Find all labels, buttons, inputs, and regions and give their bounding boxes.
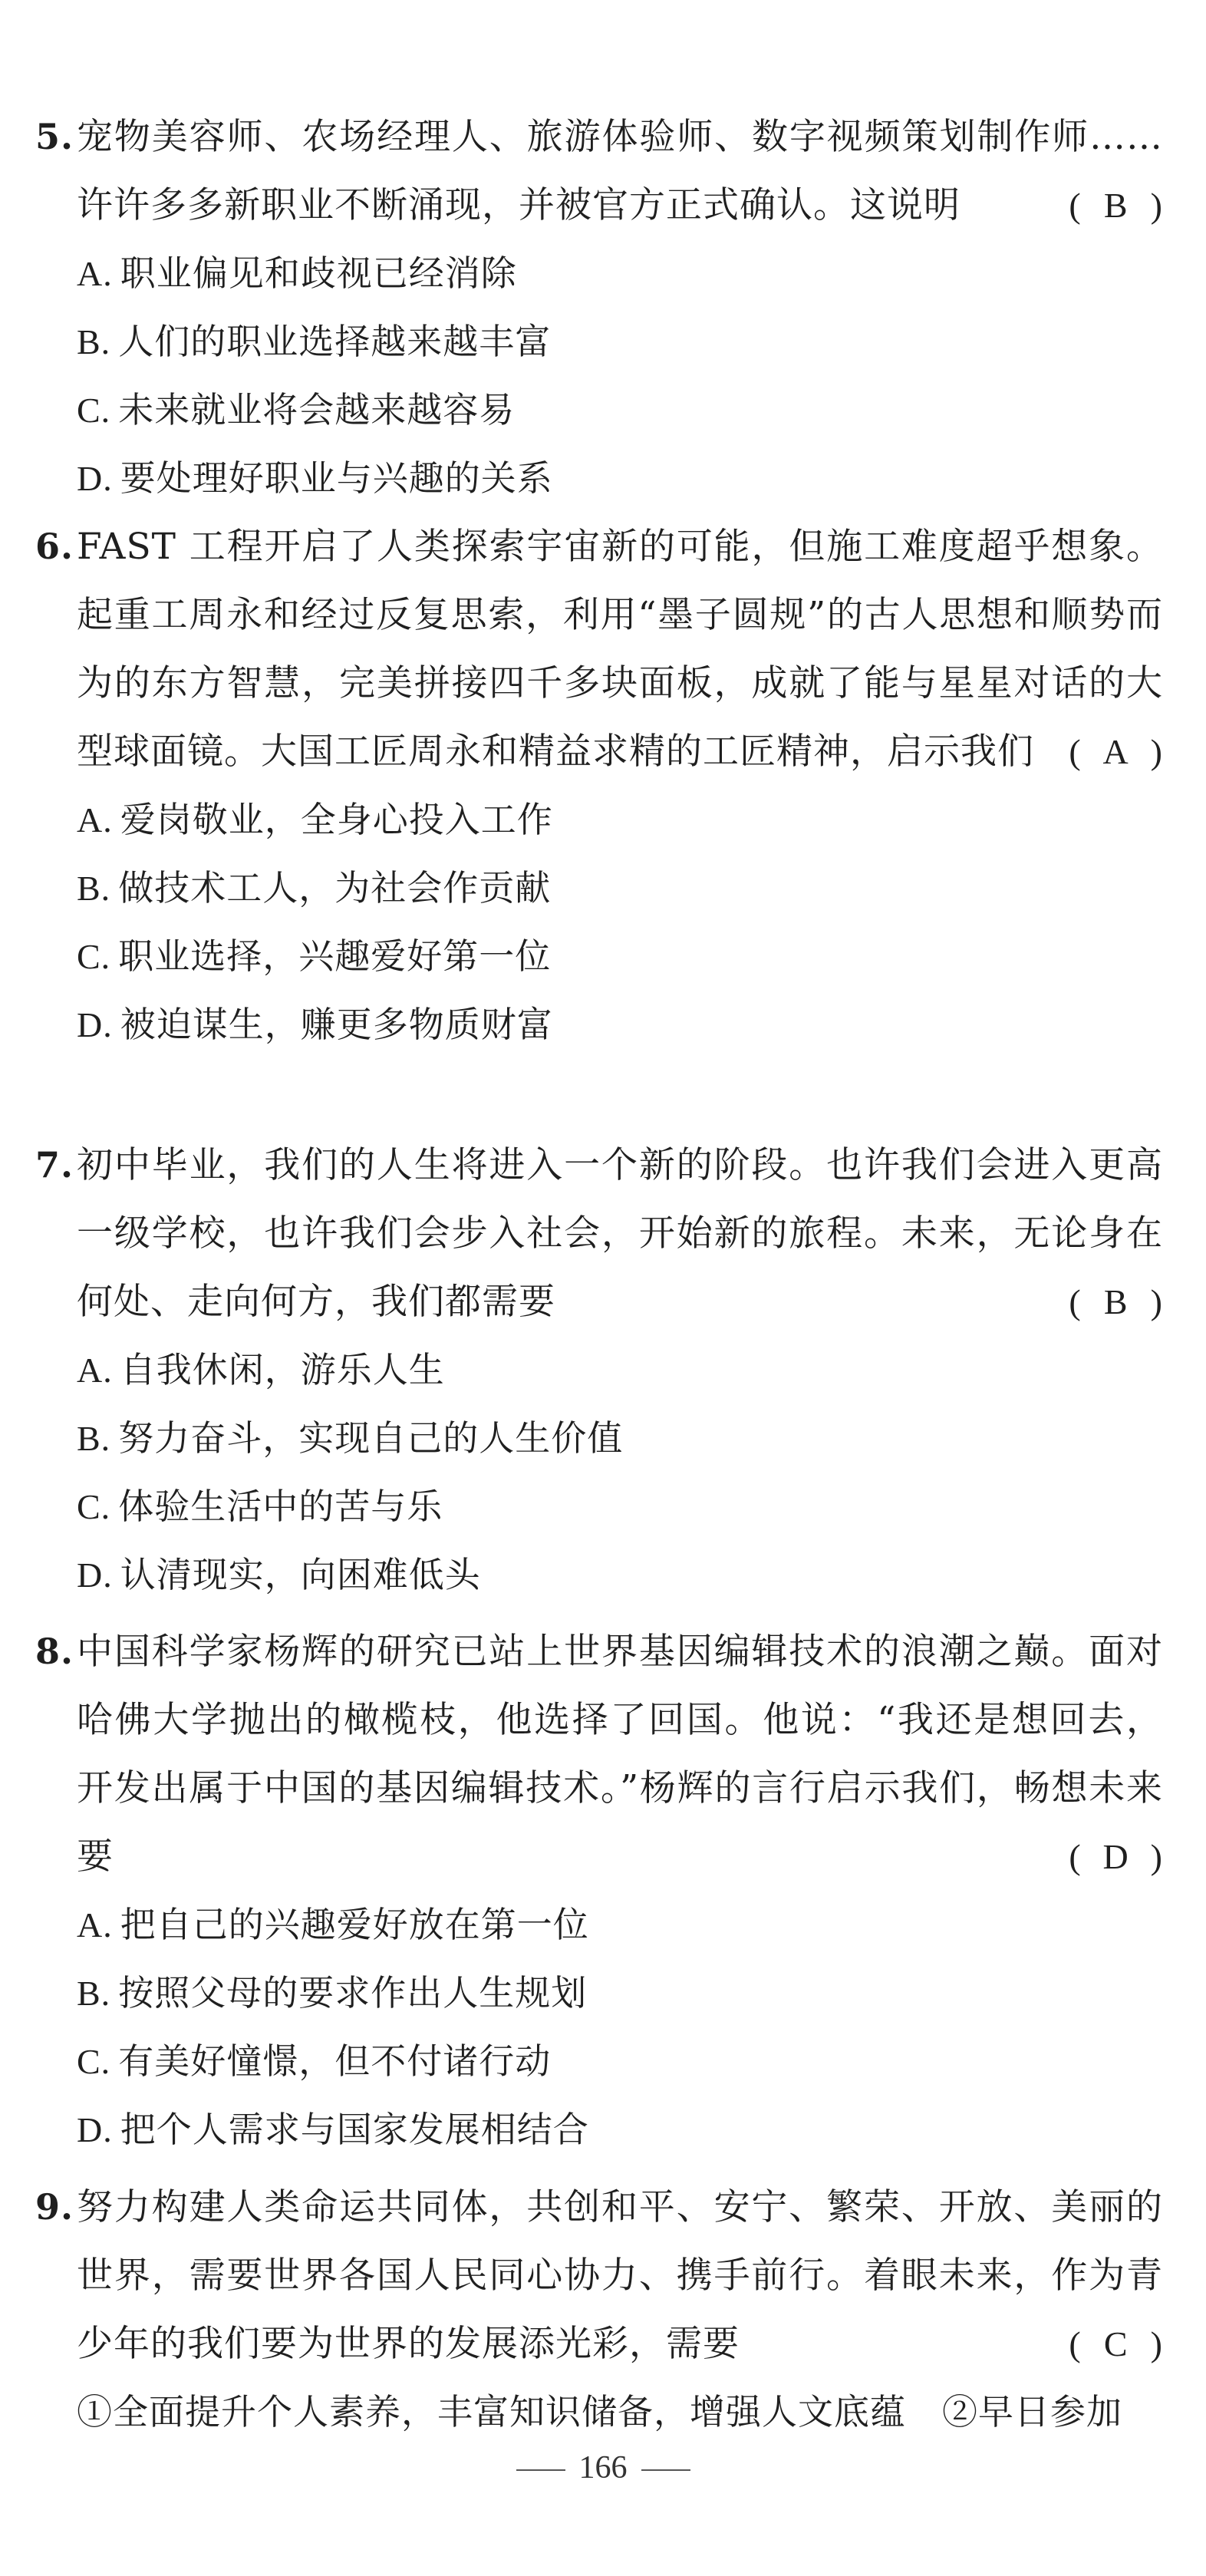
option-c: C. 有美好憧憬，但不付诸行动 xyxy=(77,2040,552,2082)
answer-letter: B xyxy=(1103,1282,1129,1321)
options-list xyxy=(35,1336,1163,1609)
option-c: C. 职业选择，兴趣爱好第一位 xyxy=(77,935,552,977)
options-list xyxy=(35,1891,1163,2164)
question-6 xyxy=(35,513,1163,1059)
page-number-value: 166 xyxy=(578,2450,628,2485)
question-number: 5. xyxy=(35,116,74,157)
answer-bracket: ( A ) xyxy=(1069,717,1163,786)
question-number: 6. xyxy=(35,526,74,567)
option-b: B. 做技术工人，为社会作贡献 xyxy=(77,867,552,909)
question-number: 8. xyxy=(35,1631,74,1672)
answer-bracket: ( B ) xyxy=(1069,1268,1163,1336)
option-c: C. 未来就业将会越来越容易 xyxy=(77,389,516,430)
answer-bracket: ( C ) xyxy=(1069,2310,1163,2378)
option-a: A. 自我休闲，游乐人生 xyxy=(77,1349,445,1390)
option-d: D. 认清现实，向困难低头 xyxy=(77,1554,481,1595)
option-a: A. 把自己的兴趣爱好放在第一位 xyxy=(77,1904,589,1945)
question-text: 努力构建人类命运共同体，共创和平、安宁、繁荣、开放、美丽的世界，需要世界各国人民同心协力、携手前行。着眼未来，作为青少年的我们要为世界的发展添光彩，需要 xyxy=(77,2186,1163,2365)
answer-bracket: ( D ) xyxy=(1069,1822,1163,1891)
option-d: D. 把个人需求与国家发展相结合 xyxy=(77,2109,589,2150)
question-9 xyxy=(35,2173,1163,2446)
answer-letter: D xyxy=(1102,1837,1129,1876)
question-5 xyxy=(35,103,1163,513)
answer-bracket: ( B ) xyxy=(1069,171,1163,239)
option-d: D. 被迫谋生，赚更多物质财富 xyxy=(77,1004,553,1045)
option-a: A. 职业偏见和歧视已经消除 xyxy=(77,252,517,294)
page-number-dash-right xyxy=(641,2469,690,2471)
question-stem xyxy=(35,1131,1163,1336)
question-stem xyxy=(35,1618,1163,1891)
question-8 xyxy=(35,1618,1163,2164)
option-c: C. 体验生活中的苦与乐 xyxy=(77,1486,443,1527)
options-list xyxy=(35,786,1163,1059)
page-number-dash-left xyxy=(516,2469,565,2471)
answer-letter: A xyxy=(1102,732,1129,771)
answer-letter: B xyxy=(1103,186,1129,225)
page-number xyxy=(0,2445,1206,2491)
question-stem xyxy=(35,513,1163,786)
answer-letter: C xyxy=(1103,2324,1129,2363)
option-b: B. 按照父母的要求作出人生规划 xyxy=(77,1972,588,2014)
question-number: 9. xyxy=(35,2186,74,2228)
question-number: 7. xyxy=(35,1144,74,1186)
question-7 xyxy=(35,1131,1163,1609)
question-text: 中国科学家杨辉的研究已站上世界基因编辑技术的浪潮之巅。面对哈佛大学抛出的橄榄枝，他选择了回国。他说：“我还是想回去，开发出属于中国的基因编辑技术。”杨辉的言行启示我们，畅想未来要 xyxy=(77,1631,1163,1878)
question-stem xyxy=(35,103,1163,239)
question-text: 初中毕业，我们的人生将进入一个新的阶段。也许我们会进入更高一级学校，也许我们会步入社会，开始新的旅程。未来，无论身在何处、走向何方，我们都需要 xyxy=(77,1144,1163,1323)
statement-list: ①全面提升个人素养，丰富知识储备，增强人文底蕴 ②早日参加 xyxy=(77,2391,1122,2433)
option-d: D. 要处理好职业与兴趣的关系 xyxy=(77,457,553,499)
option-b: B. 努力奋斗，实现自己的人生价值 xyxy=(77,1417,624,1459)
option-a: A. 爱岗敬业，全身心投入工作 xyxy=(77,799,553,840)
option-b: B. 人们的职业选择越来越丰富 xyxy=(77,321,552,362)
question-stem xyxy=(35,2173,1163,2378)
options-list xyxy=(35,239,1163,513)
question-text: FAST 工程开启了人类探索宇宙新的可能，但施工难度超乎想象。起重工周永和经过反复思索，利用“墨子圆规”的古人思想和顺势而为的东方智慧，完美拼接四千多块面板，成就了能与星星对话的大型球面镜。大国工匠周永和精益求精的工匠精神，启示我们 xyxy=(77,526,1163,773)
question-text: 宠物美容师、农场经理人、旅游体验师、数字视频策划制作师……许许多多新职业不断涌现，并被官方正式确认。这说明 xyxy=(77,116,1163,226)
